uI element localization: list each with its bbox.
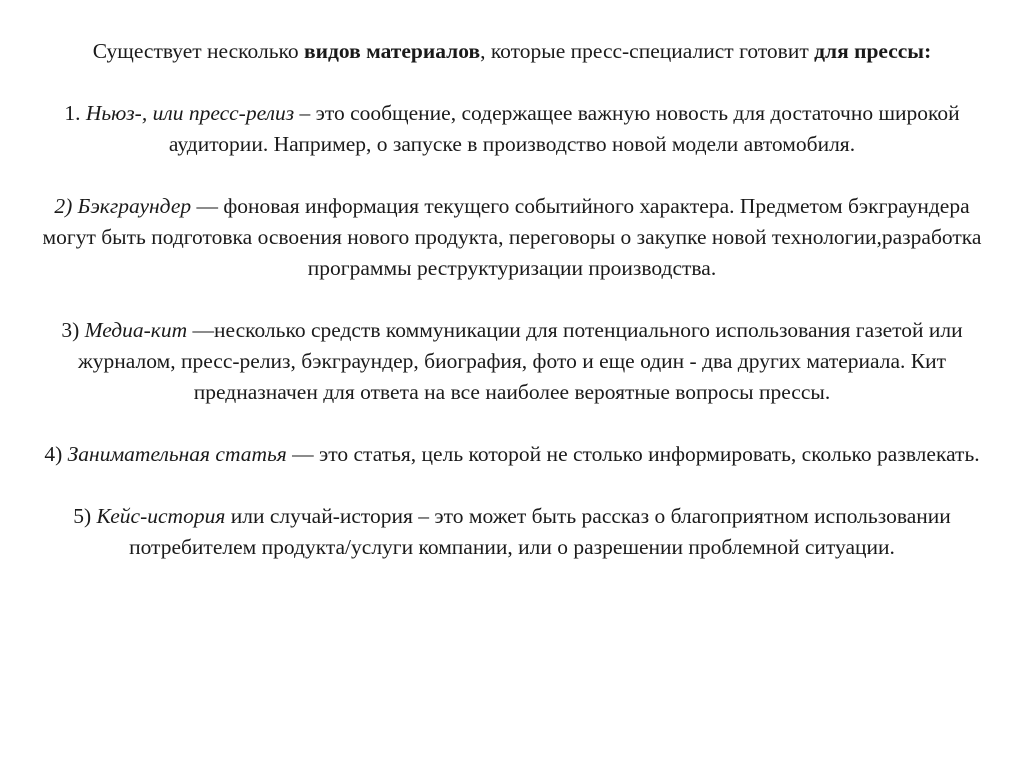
intro-text-1: Существует несколько bbox=[92, 39, 305, 63]
item-number: 3) bbox=[61, 318, 85, 342]
intro-bold-press: для прессы: bbox=[814, 39, 932, 63]
intro-bold-materials: видов материалов bbox=[304, 39, 481, 63]
item-text: или случай-история – это может быть рассказ о благоприятном использовании потребителем продукта/услуги компании, или о разрешении проблемной ситуации. bbox=[129, 504, 951, 559]
item-term: Ньюз-, или пресс-релиз bbox=[85, 101, 295, 125]
item-text: – это сообщение, содержащее важную новость для достаточно широкой аудитории. Например, о запуске в производство новой модели автомобиля. bbox=[168, 101, 960, 156]
item-text: — фоновая информация текущего событийного характера. Предметом бэкграундера могут быть подготовка освоения нового продукта, переговоры о закупке новой технологии,разработка программы реструктуризации производства. bbox=[42, 194, 982, 280]
item-number: 5) bbox=[73, 504, 97, 528]
item-number: 1. bbox=[64, 101, 86, 125]
intro-text-2: , которые пресс-специалист готовит bbox=[480, 39, 815, 63]
item-term: Медиа-кит bbox=[84, 318, 188, 342]
item-number: 4) bbox=[44, 442, 68, 466]
item-text: — это статья, цель которой не столько информировать, сколько развлекать. bbox=[286, 442, 980, 466]
item-media-kit bbox=[30, 315, 994, 408]
item-text: —несколько средств коммуникации для потенциального использования газетой или журналом, пресс-релиз, бэкграундер, биография, фото и еще один - два других материала. Кит предназначен для ответа на все наиболее вероятные вопросы прессы. bbox=[77, 318, 963, 404]
item-term: 2) Бэкграундер bbox=[54, 194, 192, 218]
item-case-history bbox=[30, 501, 994, 563]
item-background bbox=[30, 191, 994, 284]
item-term: Занимательная статья bbox=[67, 442, 287, 466]
item-term: Кейс-история bbox=[96, 504, 226, 528]
intro-paragraph bbox=[30, 36, 994, 67]
item-feature-article bbox=[30, 439, 994, 470]
slide-content bbox=[30, 36, 994, 563]
item-press-release bbox=[30, 98, 994, 160]
